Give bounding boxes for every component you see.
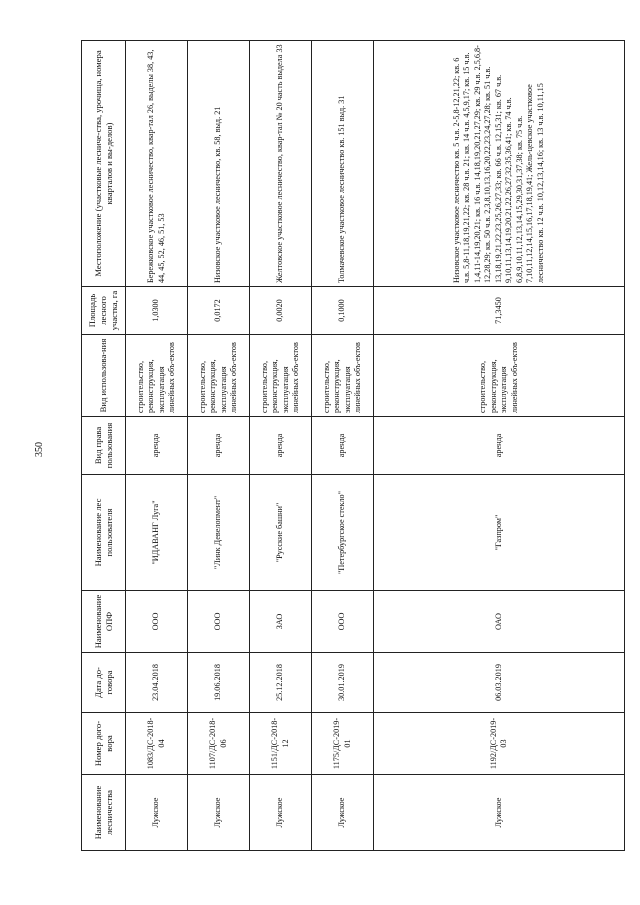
table-cell: Бережковское участковое лесничество, квар-тал 26, выделы 38, 43, 44, 45, 52, 46, 51, 53 [126,41,188,287]
table-cell: "Русские башни" [250,475,312,591]
table-cell: аренда [250,417,312,475]
header-cell: Дата до-говора [82,653,126,713]
table-cell: 1192/ДС-2019-03 [374,713,625,775]
table-cell: ООО [312,591,374,653]
table-cell: аренда [374,417,625,475]
table-cell: "Линк Девелопмент" [188,475,250,591]
table-cell: Низовское участковое лесничество, кв. 58, выд. 21 [188,41,250,287]
table-cell: Лужское [188,775,250,851]
table-cell: Желтовское участковое лесничество, квар-тал № 20 часть выдела 33 [250,41,312,287]
table-cell: ОАО [374,591,625,653]
rotated-table-container [81,41,625,851]
table-row [374,41,625,851]
table-cell: Толмачевское участковое лесничество кв. 151 выд. 31 [312,41,374,287]
table-cell: 1083/ДС-2018-04 [126,713,188,775]
table-cell: 0,1000 [312,287,374,335]
header-cell: Местоположение (участковые лесниче-ства, урочища, номера кварталов и вы-делов) [82,41,126,287]
header-cell: Вид права пользования [82,417,126,475]
table-cell: "Газпром" [374,475,625,591]
table-cell: строительство, реконструкция, эксплуатация линейных объ-ектов [250,335,312,417]
table-cell: 25.12.2018 [250,653,312,713]
table-cell: аренда [188,417,250,475]
header-cell: Вид использова-ния [82,335,126,417]
header-cell: Наименование лес пользователя [82,475,126,591]
table-cell: "Петербургское стекло" [312,475,374,591]
table-cell: 23.04.2018 [126,653,188,713]
table-cell: строительство, реконструкция, эксплуатация линейных объ-ектов [374,335,625,417]
table-cell: Низовское участковое лесничество кв. 5 ч.в. 2-5,8-12,21,22; кв. 6 ч.в. 5,8-11,18,19,21,22; кв. 28 ч.в. 21; кв. 14 ч.в. 4,5,9,17; кв. 15 ч.в. 1,4,11-14,19,20,21; кв. 16 ч.в. 14,18,19,20,21,27,29; кв. 29 ч.в. 2,5,6,8-12,28,29; кв. 50 ч.в. 2,3,8,10,13,16,20,22,23,24,27,28; кв. 51 ч.в. 13,18,19,21,22,23,25,26,27,33; кв. 66 ч.в. 12,15,31; кв. 67 ч.в. 9,10,11,13,14,19,20,21,22,26,27,32,35,36,41; кв. 74 ч.в. 6,8,9,10,11,12,13,14,15,29,30,31,37,38; кв. 75 ч.в. 7,10,11,12,14,15,16,17,18,19,41; Жель-цевское участковое лесничество кв. 12 ч.в. 10,12,13,14,16; кв. 13 ч.в. 10,11,15 [374,41,625,287]
table-cell: 0,0172 [188,287,250,335]
table-cell: 1175/ДС-2019-01 [312,713,374,775]
table-cell: аренда [126,417,188,475]
table-cell: строительство, реконструкция, эксплуатация линейных объ-ектов [126,335,188,417]
table-cell: 30.01.2019 [312,653,374,713]
header-cell: Номер дого-вора [82,713,126,775]
table-cell: строительство, реконструкция, эксплуатация линейных объ-ектов [312,335,374,417]
header-cell: Площадь лесного участка, га [82,287,126,335]
page-number: 350 [34,442,45,457]
table-cell: ООО [126,591,188,653]
table-cell: 1107/ДС-2018-06 [188,713,250,775]
table-cell: "ИДАВАНГ Луга" [126,475,188,591]
table-cell: ЗАО [250,591,312,653]
table-cell: 1,0300 [126,287,188,335]
lease-table [81,40,625,851]
table-cell: 19.06.2018 [188,653,250,713]
table-cell: аренда [312,417,374,475]
table-row [250,41,312,851]
table-cell: строительство, реконструкция, эксплуатация линейных объ-ектов [188,335,250,417]
table-row [188,41,250,851]
table-cell: 06.03.2019 [374,653,625,713]
table-cell: 71,3450 [374,287,625,335]
table-row [312,41,374,851]
table-header-row [82,41,126,851]
table-cell: Лужское [126,775,188,851]
table-row [126,41,188,851]
table-cell: Лужское [374,775,625,851]
table-cell: Лужское [250,775,312,851]
table-cell: 0,0020 [250,287,312,335]
table-cell: Лужское [312,775,374,851]
header-cell: Наименование ОПФ [82,591,126,653]
table-cell: 1151/ДС-2018-12 [250,713,312,775]
table-cell: ООО [188,591,250,653]
header-cell: Наименование лесничества [82,775,126,851]
